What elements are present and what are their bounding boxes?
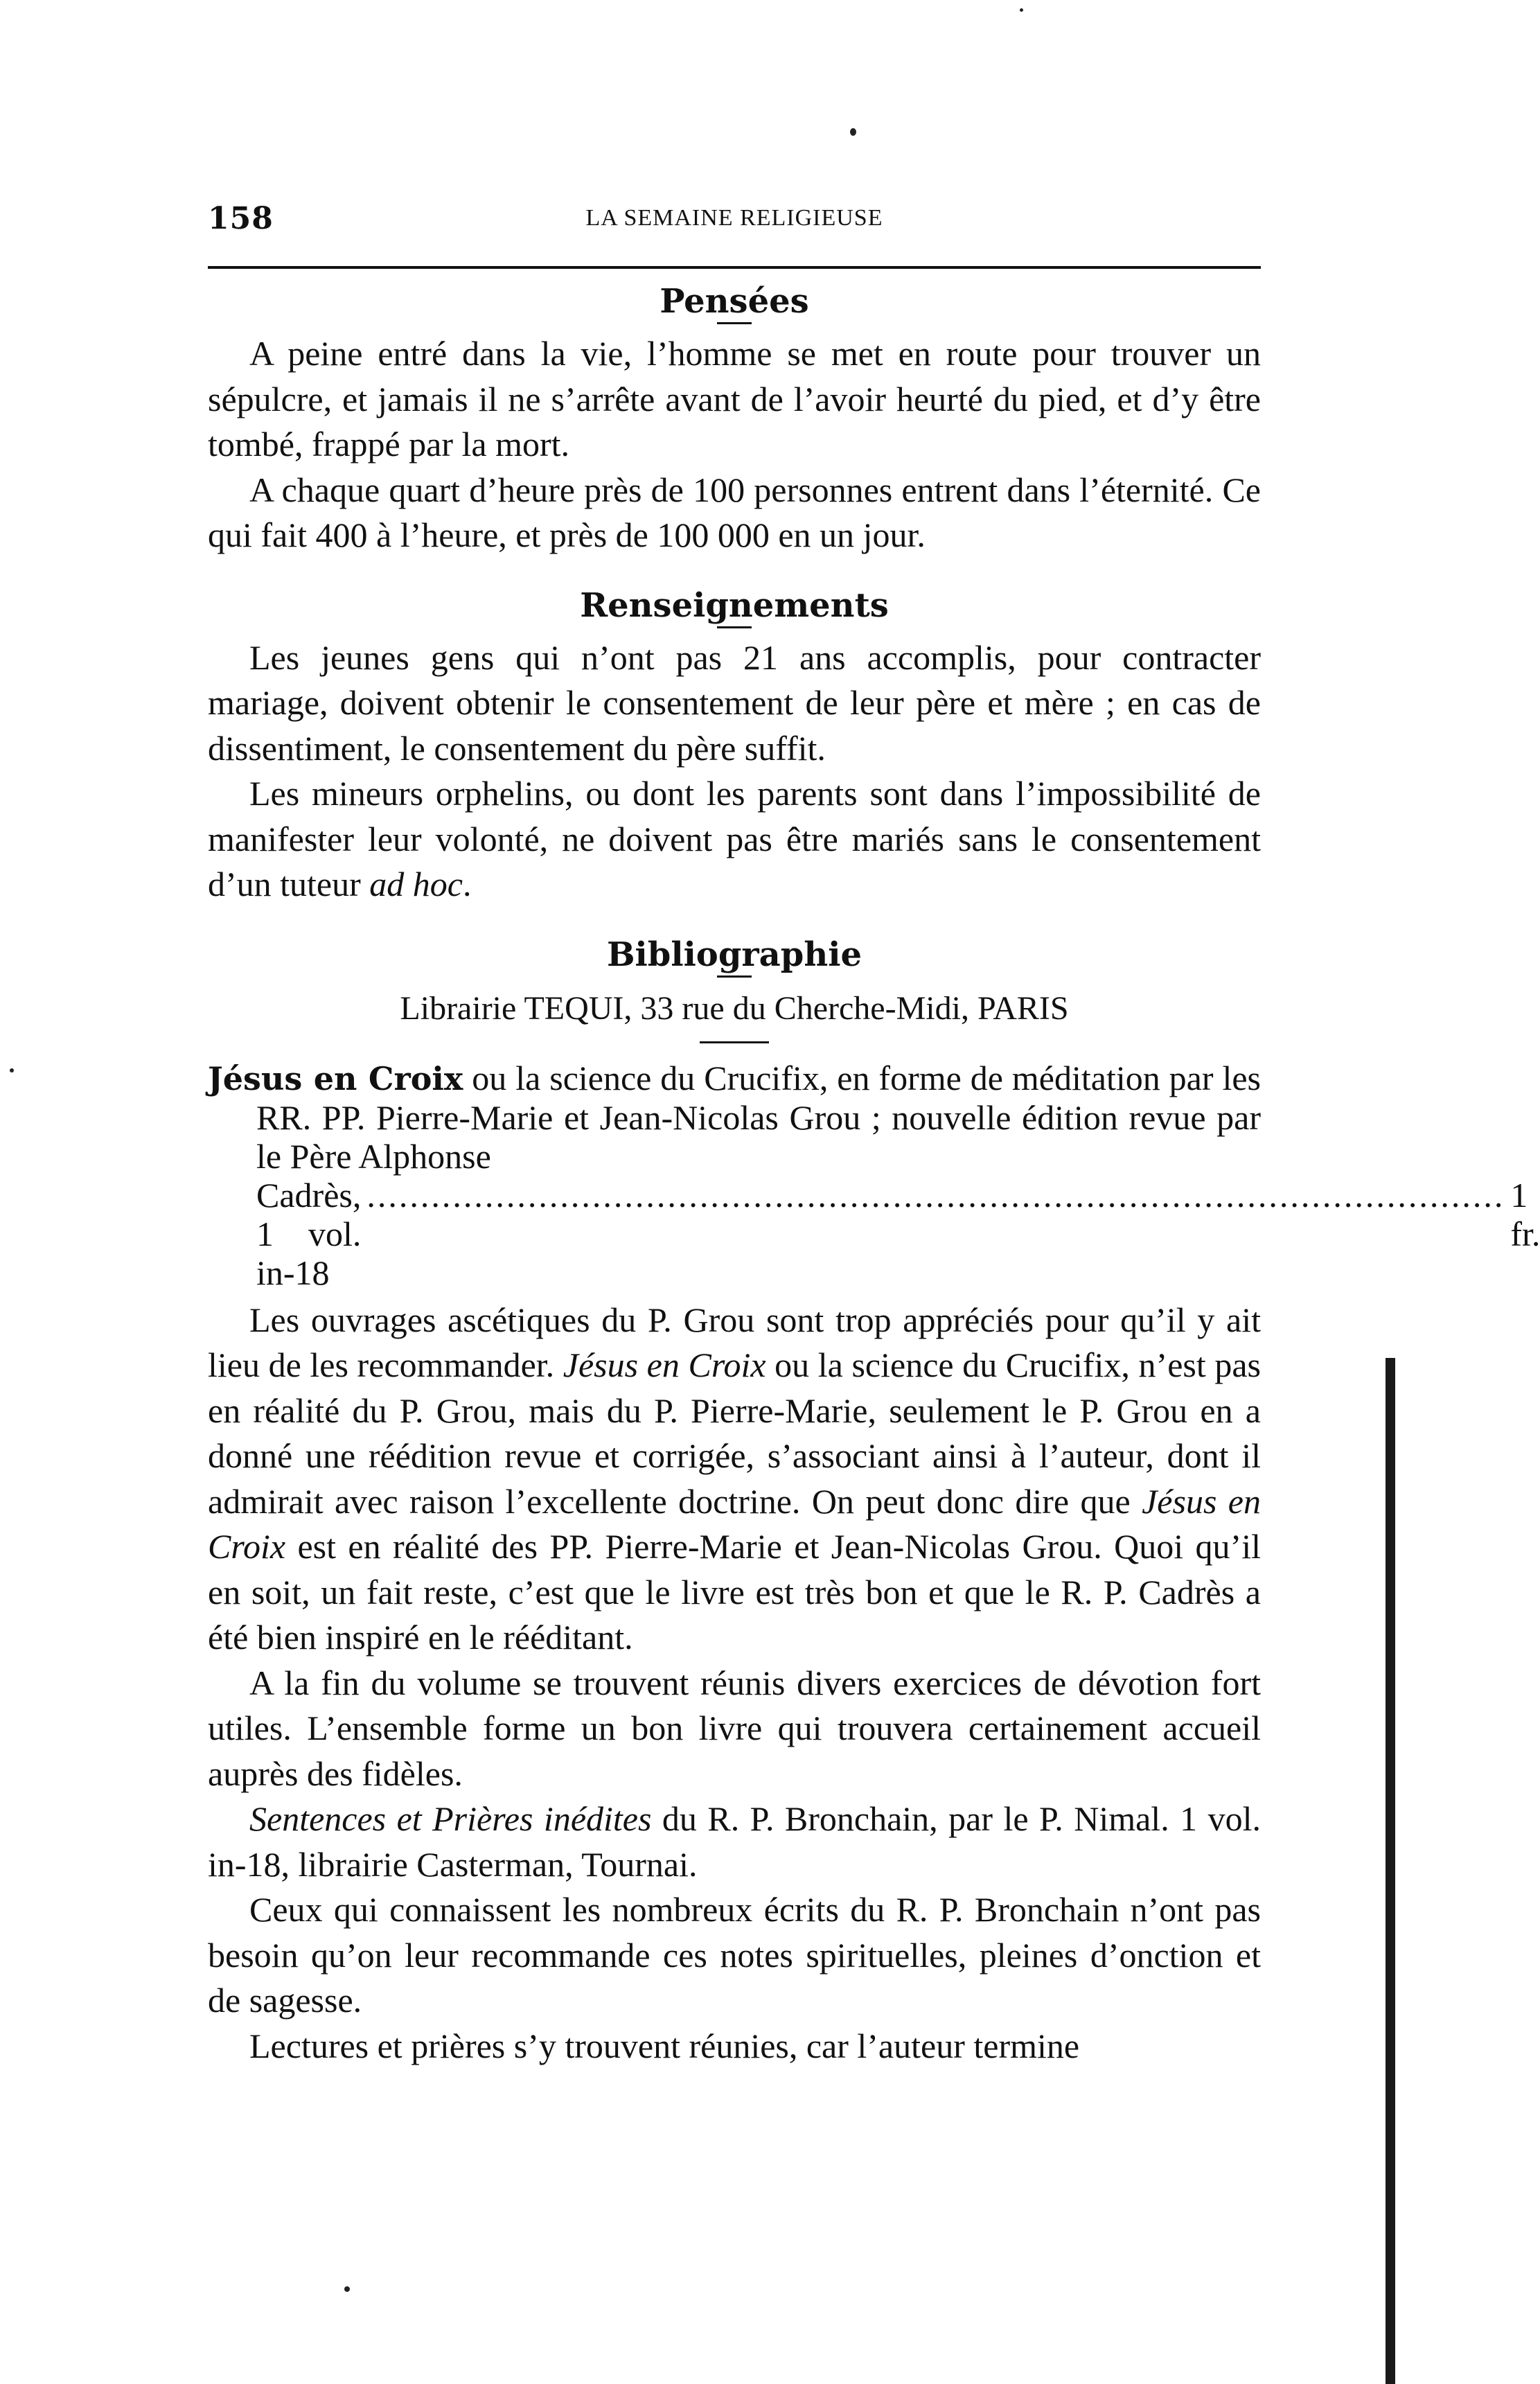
running-title: LA SEMAINE RELIGIEUSE xyxy=(585,205,883,231)
scan-speck xyxy=(344,2286,350,2292)
page-body xyxy=(208,281,1540,2069)
italic-text: ad hoc xyxy=(369,865,463,903)
title-dash xyxy=(717,975,752,978)
title-dash xyxy=(717,626,752,628)
scan-speck xyxy=(850,128,856,136)
paragraph-text: Les ouvrages ascétiques du P. Grou sont trop appréciés pour qu’il y ait lieu de les recommander. xyxy=(208,1300,1261,1384)
book-title: Sentences et Prières inédites xyxy=(249,1799,652,1838)
paragraph-text: Les mineurs orphelins, ou dont les parents sont dans l’impossibilité de manifester leur volonté, ne doivent pas être mariés sans le consentement d’un tuteur xyxy=(208,774,1261,903)
scan-margin-edge xyxy=(1386,1358,1395,2384)
publisher-dash xyxy=(700,1041,769,1043)
book-entry xyxy=(208,1059,1261,1176)
page-header xyxy=(208,201,1261,242)
page-number: 158 xyxy=(208,201,274,236)
section-title-renseignements: Renseignements xyxy=(580,585,889,625)
book-price-line xyxy=(208,1175,1540,1292)
paragraph: A peine entré dans la vie, l’homme se met en route pour trouver un sépulcre, et jamais il ne s’arrête avant de l’avoir heurté du pied, et d’y être tombé, frappé par la mort. xyxy=(208,334,1261,463)
book-description: du R. P. Bronchain, par le P. Nimal. 1 vol. in-18, librairie Casterman, Tournai. xyxy=(208,1799,1262,1884)
italic-text: Jésus en Croix xyxy=(563,1345,766,1384)
review-paragraph: Lectures et prières s’y trouvent réunies, car l’auteur termine xyxy=(249,2026,1080,2065)
book-price: 1 fr. xyxy=(1510,1175,1540,1253)
paragraph: A chaque quart d’heure près de 100 personnes entrent dans l’éternité. Ce qui fait 400 à l’heure, et près de 100 000 en un jour. xyxy=(208,470,1261,554)
section-title-bibliographie: Bibliographie xyxy=(606,935,862,974)
italic-text: Jésus en Croix xyxy=(208,1481,1261,1566)
paragraph xyxy=(208,771,1261,908)
review-paragraph: Ceux qui connaissent les nombreux écrits du R. P. Bronchain n’ont pas besoin qu’on leur recommande ces notes spirituelles, pleines d’onction et de sagesse. xyxy=(208,1890,1261,2020)
title-dash xyxy=(717,322,752,324)
book-title: Jésus en Croix xyxy=(208,1059,463,1097)
header-rule xyxy=(208,266,1261,269)
book-volume: Cadrès, 1 vol. in-18 xyxy=(256,1175,362,1292)
scan-speck xyxy=(1020,8,1023,12)
dot-leader: .......................................................................................................... xyxy=(366,1175,1505,1215)
paragraph-text: est en réalité des PP. Pierre-Marie et Jean-Nicolas Grou. Quoi qu’il en soit, un fait reste, c’est que le livre est très bon et que le R. P. Cadrès a été bien inspiré en le rééditant. xyxy=(208,1527,1261,1657)
book-description: ou la science du Crucifix, en forme de méditation par les RR. PP. Pierre-Marie et Jean-Nicolas Grou ; nouvelle édition revue par le Père Alphonse xyxy=(256,1058,1261,1176)
paragraph: Les jeunes gens qui n’ont pas 21 ans accomplis, pour contracter mariage, doivent obtenir le consentement de leur père et mère ; en cas de dissentiment, le consentement du père suffit. xyxy=(208,637,1261,768)
scan-speck xyxy=(10,1068,14,1072)
paragraph-text: ou la science du Crucifix, n’est pas en réalité du P. Grou, mais du P. Pierre-Marie, seulement le P. Grou en a donné une réédition revue et corrigée, s’associant ainsi à l’auteur, dont il admirait avec raison l’excellente doctrine. On peut donc dire que xyxy=(208,1345,1262,1521)
section-title-pensees: Pensées xyxy=(660,282,809,321)
publisher-line: Librairie TEQUI, 33 rue du Cherche-Midi, PARIS xyxy=(400,989,1069,1027)
review-paragraph: A la fin du volume se trouvent réunis divers exercices de dévotion fort utiles. L’ensemble forme un bon livre qui trouvera certainement accueil auprès des fidèles. xyxy=(208,1663,1261,1793)
review-paragraph xyxy=(208,1298,1261,1661)
paragraph-text: . xyxy=(462,865,472,903)
book-entry xyxy=(208,1796,1261,1887)
